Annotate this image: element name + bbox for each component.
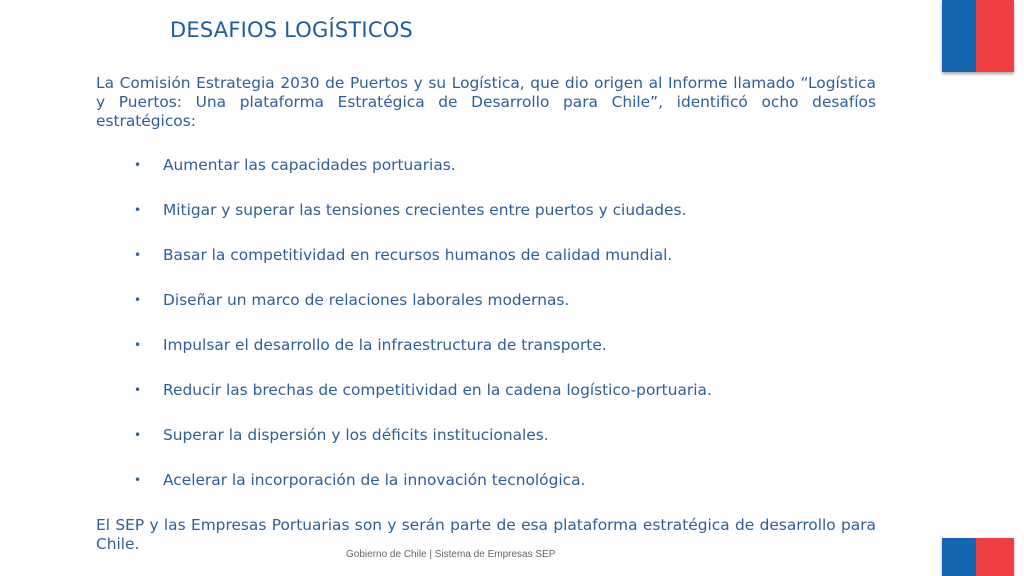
list-item-text: Acelerar la incorporación de la innovación tecnológica. xyxy=(163,471,586,489)
list-item xyxy=(130,154,712,199)
list-item-text: Aumentar las capacidades portuarias. xyxy=(163,156,456,174)
list-item-text: Impulsar el desarrollo de la infraestructura de transporte. xyxy=(163,336,607,354)
bullet-icon: • xyxy=(134,203,142,217)
bullet-icon: • xyxy=(134,293,142,307)
list-item xyxy=(130,379,712,424)
list-item xyxy=(130,244,712,289)
bullet-icon: • xyxy=(134,383,142,397)
list-item xyxy=(130,199,712,244)
list-item-text: Basar la competitividad en recursos humanos de calidad mundial. xyxy=(163,246,673,264)
list-item-text: Diseñar un marco de relaciones laborales modernas. xyxy=(163,291,570,309)
intro-paragraph: La Comisión Estrategia 2030 de Puertos y su Logística, que dio origen al Informe llamado “Logística y Puertos: Una plataforma Estratégica de Desarrollo para Chile”, identificó ocho desafíos estratégicos: xyxy=(96,74,876,130)
list-item-text: Mitigar y superar las tensiones crecientes entre puertos y ciudades. xyxy=(163,201,687,219)
flag-blue-stripe xyxy=(942,0,976,72)
challenges-list xyxy=(130,154,712,514)
list-item xyxy=(130,334,712,379)
closing-paragraph: El SEP y las Empresas Portuarias son y serán parte de esa plataforma estratégica de desarrollo para Chile. xyxy=(96,516,876,553)
chile-flag-stripes-icon xyxy=(942,538,1014,576)
flag-red-stripe xyxy=(976,538,1014,576)
list-item xyxy=(130,289,712,334)
list-item xyxy=(130,424,712,469)
bullet-icon: • xyxy=(134,428,142,442)
list-item-text: Reducir las brechas de competitividad en la cadena logístico-portuaria. xyxy=(163,381,712,399)
flag-blue-stripe xyxy=(942,538,976,576)
list-item xyxy=(130,469,712,514)
bullet-icon: • xyxy=(134,338,142,352)
flag-red-stripe xyxy=(976,0,1014,72)
list-item-text: Superar la dispersión y los déficits institucionales. xyxy=(163,426,549,444)
slide-title: DESAFIOS LOGÍSTICOS xyxy=(170,18,413,42)
footer-text: Gobierno de Chile | Sistema de Empresas SEP xyxy=(346,549,556,560)
bullet-icon: • xyxy=(134,473,142,487)
bullet-icon: • xyxy=(134,158,142,172)
bullet-icon: • xyxy=(134,248,142,262)
chile-flag-stripes-icon xyxy=(942,0,1014,72)
